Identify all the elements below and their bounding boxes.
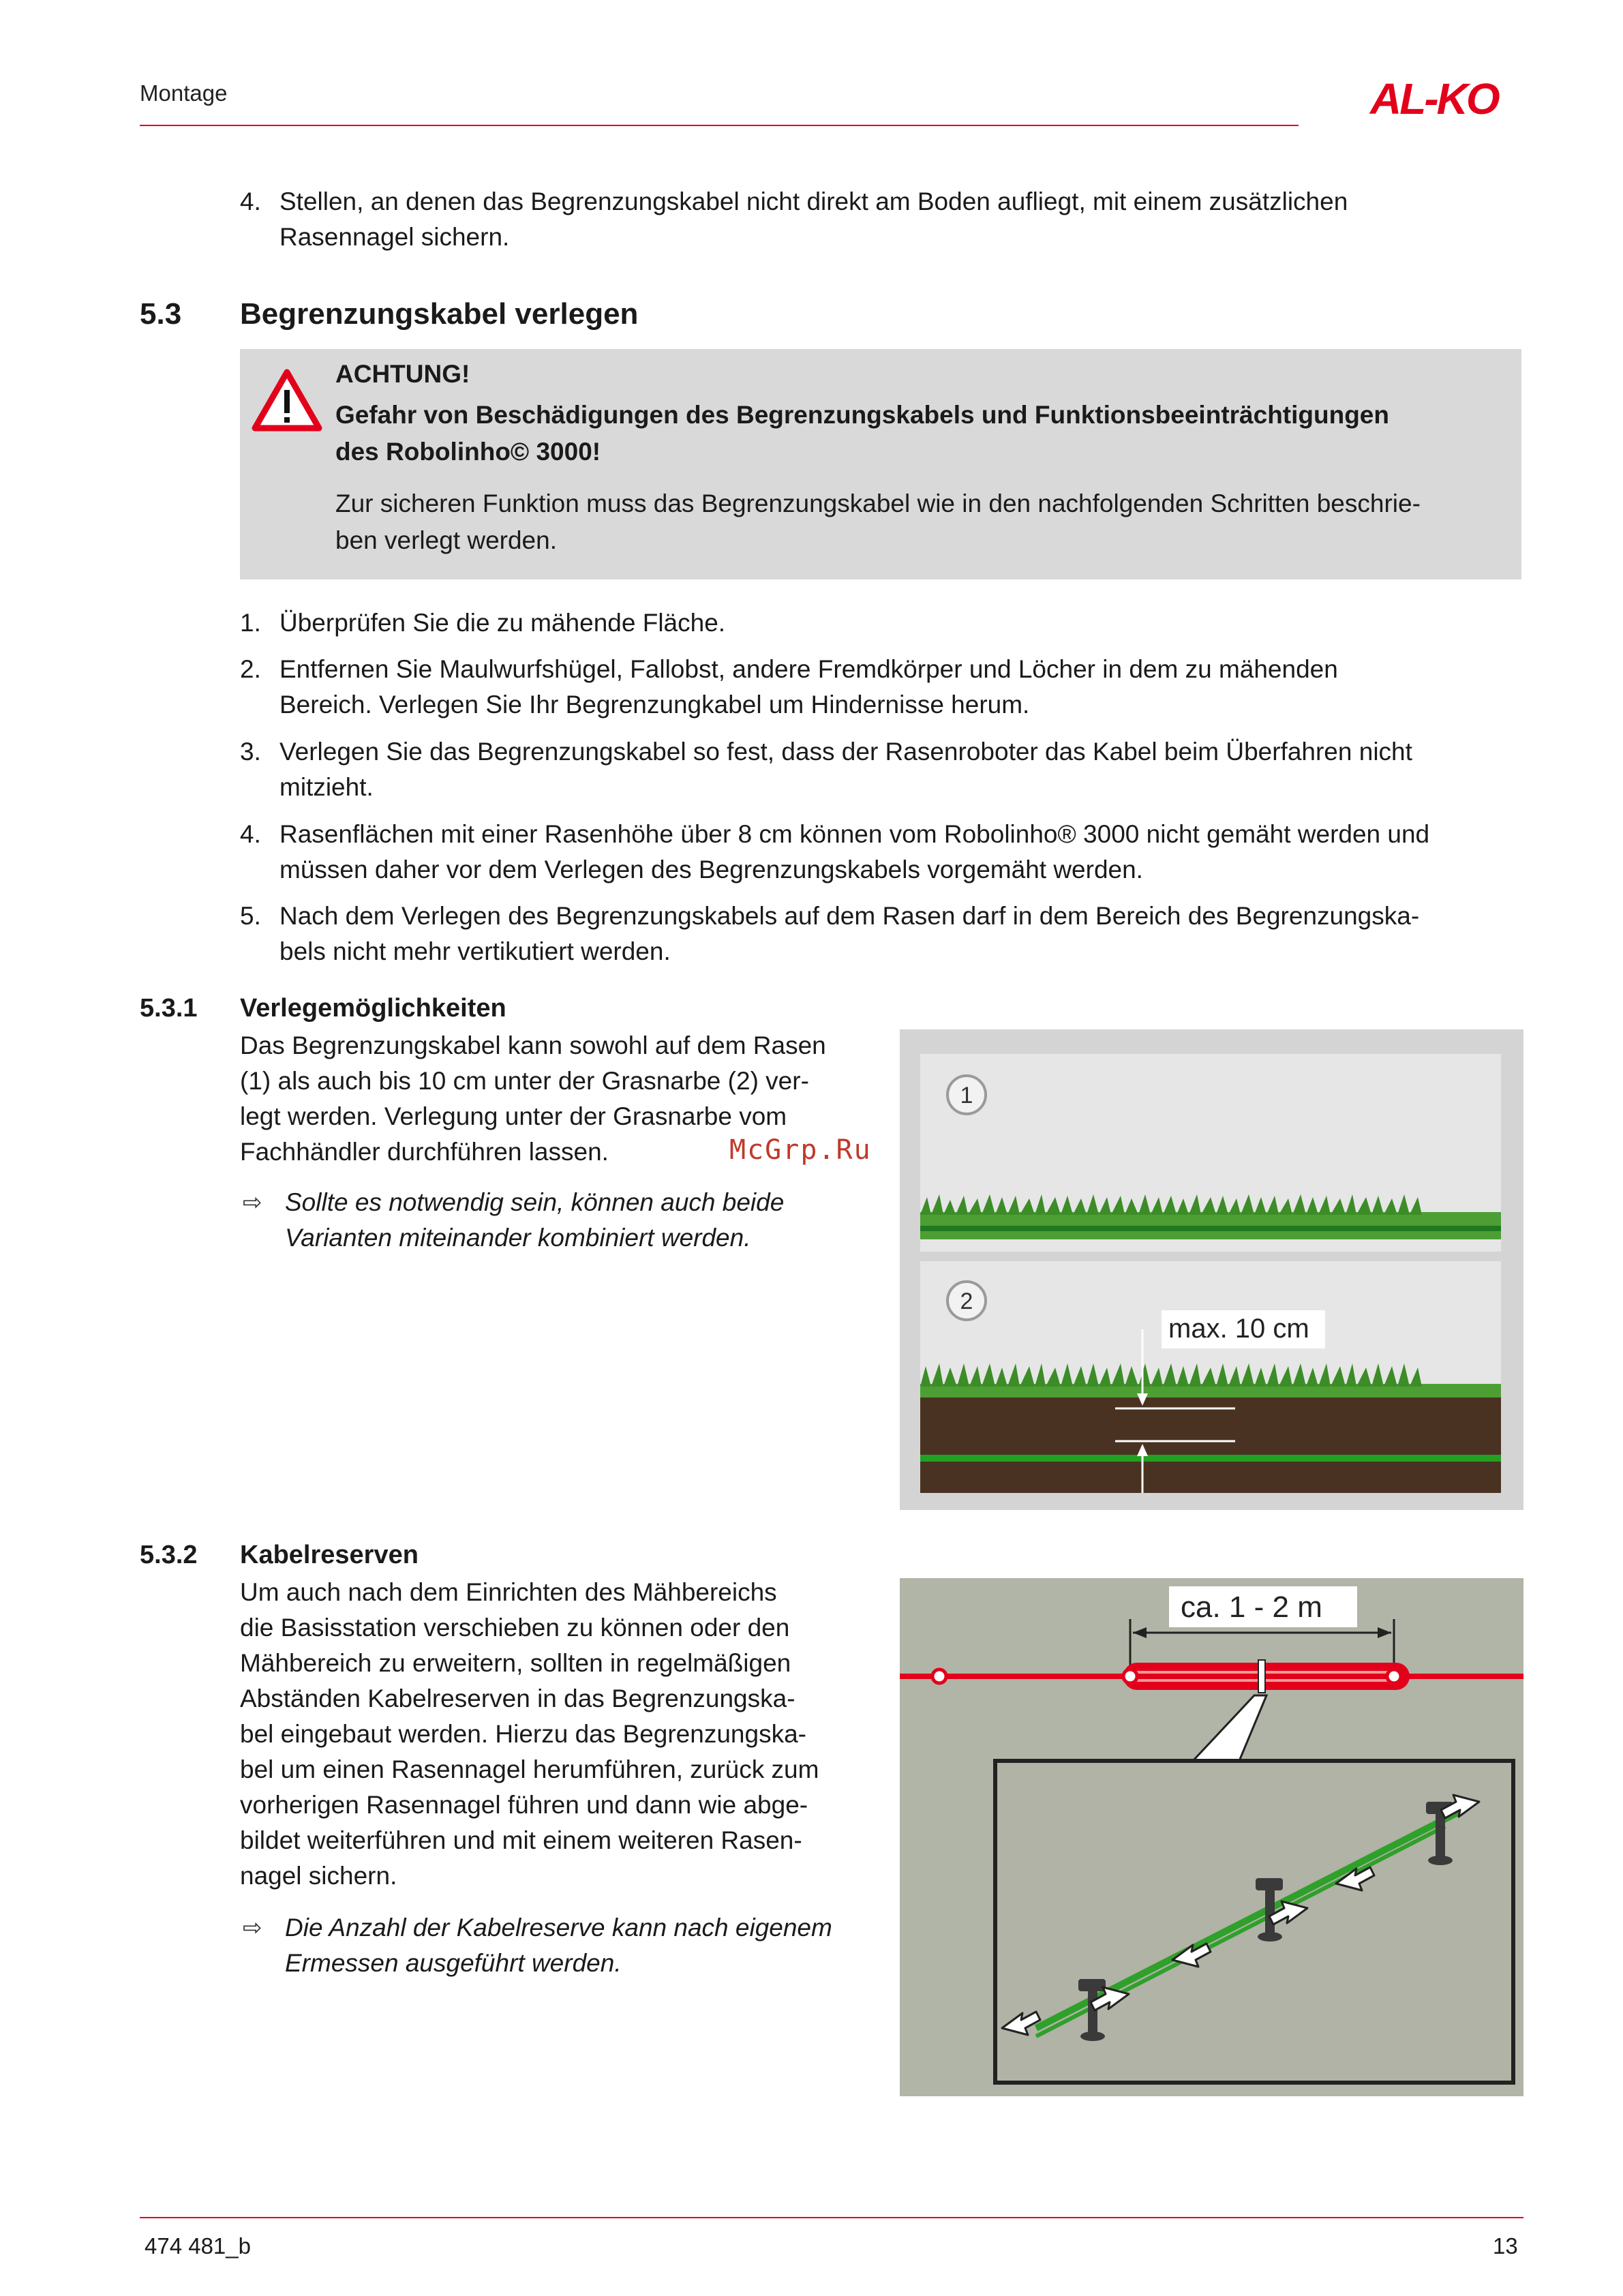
step-text-line: bels nicht mehr vertikutiert werden. xyxy=(279,937,671,965)
step-text-line: Bereich. Verlegen Sie Ihr Begrenzungkabel um Hindernisse herum. xyxy=(279,691,1030,719)
paragraph-line: Abständen Kabelreserven in das Begrenzungska- xyxy=(240,1685,795,1712)
step-number: 4. xyxy=(240,187,261,215)
step-number: 3. xyxy=(240,738,261,766)
document-number: 474 481_b xyxy=(145,2233,251,2259)
step-text-line: müssen daher vor dem Verlegen des Begrenzungskabels vorgemäht werden. xyxy=(279,856,1143,883)
step-text-line: Überprüfen Sie die zu mähende Fläche. xyxy=(279,609,726,637)
cable-on-lawn xyxy=(920,1226,1501,1231)
warning-text xyxy=(335,485,1506,559)
cable-reserve-figure xyxy=(900,1578,1523,2096)
header-divider xyxy=(140,125,1299,126)
header-section-label: Montage xyxy=(140,80,228,106)
list-item xyxy=(240,734,1521,805)
warning-text-line: Zur sicheren Funktion muss das Begrenzungskabel wie in den nachfolgenden Schritten beschrie- xyxy=(335,489,1421,517)
note-line: Varianten miteinander kombiniert werden. xyxy=(285,1224,751,1252)
step-text-line: Verlegen Sie das Begrenzungskabel so fest, dass der Rasenroboter das Kabel beim Überfahren nicht xyxy=(279,738,1412,766)
subsection-title: Kabelreserven xyxy=(240,1541,419,1569)
step-number: 1. xyxy=(240,609,261,637)
alko-logo: AL-KO xyxy=(1370,74,1498,123)
note-line: Sollte es notwendig sein, können auch beide xyxy=(285,1188,785,1216)
step-text-line: Nach dem Verlegen des Begrenzungskabels auf dem Rasen darf in dem Bereich des Begrenzungska- xyxy=(279,902,1420,930)
note-line: Ermessen ausgeführt werden. xyxy=(285,1949,622,1977)
step-text-line: Entfernen Sie Maulwurfshügel, Fallobst, andere Fremdkörper und Löcher in dem zu mähenden xyxy=(279,655,1338,683)
paragraph-line: Um auch nach dem Einrichten des Mähbereichs xyxy=(240,1578,777,1606)
warning-bold-line: Gefahr von Beschädigungen des Begrenzungskabels und Funktionsbeeinträchtigungen xyxy=(335,401,1389,429)
paragraph-line: Fachhändler durchführen lassen. xyxy=(240,1138,609,1166)
paragraph-line: nagel sichern. xyxy=(240,1862,397,1890)
depth-measure-label: max. 10 cm xyxy=(1168,1314,1309,1344)
section-number: 5.3 xyxy=(140,297,182,331)
note-text xyxy=(285,1910,867,1981)
paragraph-line: bel eingebaut werden. Hierzu das Begrenzungska- xyxy=(240,1720,806,1748)
paragraph-line: bel um einen Rasennagel herumführen, zurück zum xyxy=(240,1755,819,1783)
list-item xyxy=(240,605,1521,641)
subsection-title: Verlegemöglichkeiten xyxy=(240,994,506,1023)
note-arrow-icon: ⇨ xyxy=(243,1190,262,1215)
warning-title: ACHTUNG! xyxy=(335,360,470,388)
warning-triangle-icon xyxy=(251,368,323,432)
section-title: Begrenzungskabel verlegen xyxy=(240,297,639,331)
panel-label-1: 1 xyxy=(960,1083,973,1108)
warning-bold-line: des Robolinho© 3000! xyxy=(335,438,601,466)
step-number: 2. xyxy=(240,655,261,683)
step-text-line: Rasennagel sichern. xyxy=(279,223,510,251)
subsection-number: 5.3.1 xyxy=(140,994,198,1023)
step-number: 4. xyxy=(240,820,261,848)
note-text xyxy=(285,1185,867,1256)
paragraph-line: die Basisstation verschieben zu können oder den xyxy=(240,1614,790,1642)
subsection-paragraph xyxy=(240,1575,867,1894)
list-item xyxy=(240,652,1521,723)
warning-bold-text xyxy=(335,397,1506,470)
subsection-number: 5.3.2 xyxy=(140,1541,198,1569)
list-item xyxy=(240,898,1521,969)
paragraph-line: (1) als auch bis 10 cm unter der Grasnarbe (2) ver- xyxy=(240,1067,809,1095)
step-text-line: Stellen, an denen das Begrenzungskabel nicht direkt am Boden aufliegt, mit einem zusätzlichen xyxy=(279,187,1348,215)
paragraph-line: Mähbereich zu erweitern, sollten in regelmäßigen xyxy=(240,1649,791,1677)
step-text-line: Rasenflächen mit einer Rasenhöhe über 8 cm können vom Robolinho® 3000 nicht gemäht werden und xyxy=(279,820,1430,848)
footer-divider xyxy=(140,2217,1523,2218)
step-text-line: mitzieht. xyxy=(279,773,374,801)
panel-label-2: 2 xyxy=(960,1288,973,1314)
paragraph-line: legt werden. Verlegung unter der Grasnarbe vom xyxy=(240,1102,787,1130)
paragraph-line: Das Begrenzungskabel kann sowohl auf dem Rasen xyxy=(240,1031,826,1059)
note-arrow-icon: ⇨ xyxy=(243,1915,262,1941)
paragraph-line: vorherigen Rasennagel führen und dann wie abge- xyxy=(240,1791,808,1819)
step-number: 5. xyxy=(240,902,261,930)
reserve-length-label: ca. 1 - 2 m xyxy=(1181,1590,1322,1624)
warning-text-line: ben verlegt werden. xyxy=(335,526,557,554)
cable-under-turf xyxy=(920,1455,1501,1462)
list-item xyxy=(240,817,1521,888)
page-number: 13 xyxy=(1493,2233,1518,2259)
intro-step xyxy=(240,184,1521,255)
paragraph-line: bildet weiterführen und mit einem weiteren Rasen- xyxy=(240,1826,802,1854)
note-line: Die Anzahl der Kabelreserve kann nach eigenem xyxy=(285,1914,832,1942)
watermark: McGrp.Ru xyxy=(729,1134,872,1166)
cable-laying-figure xyxy=(900,1029,1523,1510)
